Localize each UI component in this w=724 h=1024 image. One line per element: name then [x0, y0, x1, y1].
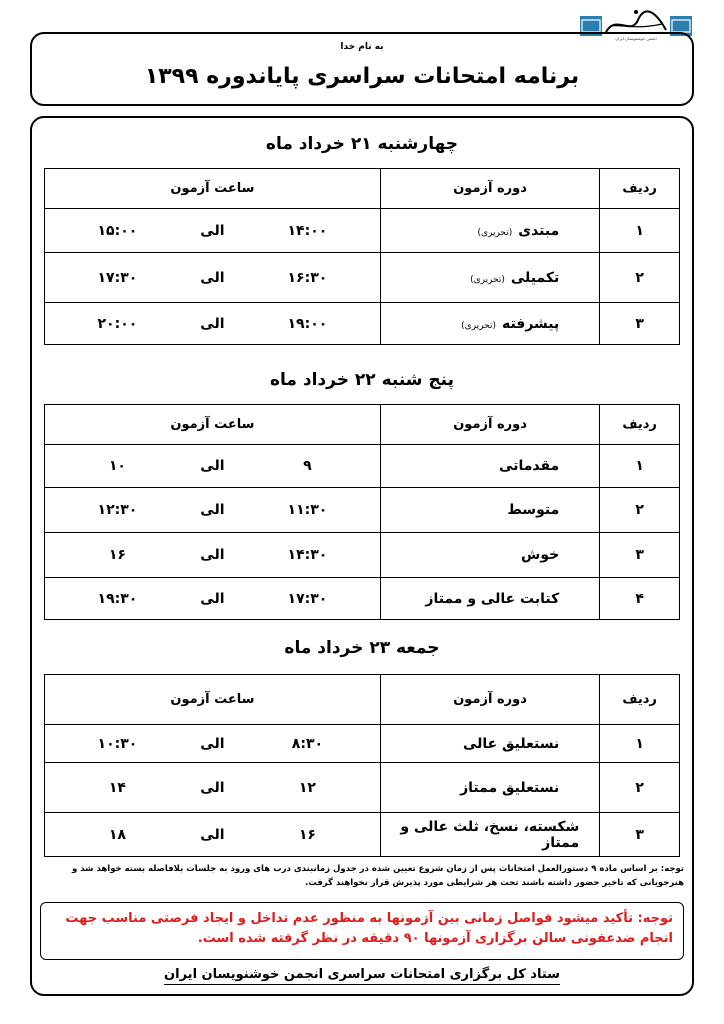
- time-separator: الی: [200, 590, 225, 607]
- time-cell: [45, 533, 381, 578]
- time-cell: [45, 578, 381, 620]
- col-header-course: دوره آزمون: [380, 169, 599, 209]
- time-cell: [45, 725, 381, 763]
- time-from: ۱۶:۳۰: [287, 269, 328, 286]
- course-name: تکمیلی: [510, 269, 560, 286]
- col-header-row: ردیف: [600, 405, 680, 445]
- col-header-course: دوره آزمون: [380, 675, 599, 725]
- time-from: ۱۴:۳۰: [287, 547, 328, 563]
- time-to: ۱۲:۳۰: [97, 502, 138, 518]
- time-separator: الی: [200, 269, 225, 286]
- row-number: ۱: [600, 209, 680, 253]
- time-from: ۱۹:۰۰: [287, 315, 328, 332]
- course-tag: (تحریری): [461, 320, 496, 331]
- table-row: [45, 445, 680, 488]
- time-separator: الی: [200, 458, 225, 474]
- disinfection-notice: توجه: تأکید میشود فواصل زمانی بین آزمونها به منظور عدم تداخل و ایجاد فرصتی مناسب جهت انجام ضدعفونی سالن برگزاری آزمونها ۹۰ دقیقه در نظر گرفته شده است.: [40, 902, 684, 960]
- course-name: شکسته، نسخ، ثلث عالی و ممتاز: [380, 813, 599, 857]
- course-name: متوسط: [380, 488, 599, 533]
- course-name: خوش: [380, 533, 599, 578]
- day-title-2: پنج شنبه ۲۲ خرداد ماه: [270, 370, 454, 390]
- course-name: نستعلیق ممتاز: [380, 763, 599, 813]
- time-to: ۱۰:۳۰: [97, 735, 138, 752]
- col-header-course: دوره آزمون: [380, 405, 599, 445]
- table-row: [45, 253, 680, 303]
- rules-note: توجه: بر اساس ماده ۹ دستورالعمل امتحانات پس از زمان شروع تعیین شده در جدول زمانبندی درب های ورود به جلسات بلافاصله بسته خواهد شد و هنرجویانی که تاخیر حضور داشته باشند تحت هر شرایطی مورد پذیرش قرار نخواهند گرفت.: [72, 864, 684, 888]
- time-cell: [45, 303, 381, 345]
- time-from: ۱۶: [298, 826, 316, 843]
- course-tag: (تحریری): [470, 274, 505, 285]
- header-box: [30, 32, 694, 106]
- day-title-3: جمعه ۲۳ خرداد ماه: [284, 638, 440, 658]
- time-separator: الی: [200, 826, 225, 843]
- course-name: مبتدی: [518, 222, 560, 239]
- time-to: ۱۶: [108, 547, 126, 563]
- col-header-time: ساعت آزمون: [45, 405, 381, 445]
- time-from: ۱۲: [298, 779, 316, 796]
- table-row: [45, 813, 680, 857]
- table-row: [45, 763, 680, 813]
- time-from: ۸:۳۰: [291, 735, 324, 752]
- table-row: [45, 578, 680, 620]
- time-cell: [45, 763, 381, 813]
- course-name: پیشرفته: [501, 315, 560, 332]
- time-to: ۲۰:۰۰: [97, 315, 138, 332]
- time-separator: الی: [200, 735, 225, 752]
- time-cell: [45, 813, 381, 857]
- row-number: ۱: [600, 445, 680, 488]
- time-separator: الی: [200, 502, 225, 518]
- table-row: [45, 209, 680, 253]
- col-header-time: ساعت آزمون: [45, 169, 381, 209]
- schedule-table-1: [44, 168, 680, 345]
- time-to: ۱۸: [108, 826, 126, 843]
- row-number: ۲: [600, 763, 680, 813]
- schedule-table-3: [44, 674, 680, 857]
- schedule-frame: [30, 116, 694, 996]
- row-number: ۳: [600, 533, 680, 578]
- schedule-table-2: [44, 404, 680, 620]
- row-number: ۲: [600, 253, 680, 303]
- course-name: نستعلیق عالی: [380, 725, 599, 763]
- row-number: ۴: [600, 578, 680, 620]
- time-cell: [45, 253, 381, 303]
- course-name: مقدماتی: [380, 445, 599, 488]
- time-from: ۱۴:۰۰: [287, 222, 328, 239]
- course-tag: (تحریری): [477, 227, 513, 238]
- table-row: [45, 488, 680, 533]
- page-title: برنامه امتحانات سراسری پایاندوره ۱۳۹۹: [144, 64, 580, 89]
- course-cell: [380, 253, 599, 303]
- day-title-1: چهارشنبه ۲۱ خرداد ماه: [265, 134, 459, 154]
- time-cell: [45, 209, 381, 253]
- col-header-row: ردیف: [600, 169, 680, 209]
- time-separator: الی: [200, 222, 225, 239]
- col-header-time: ساعت آزمون: [45, 675, 381, 725]
- row-number: ۳: [600, 303, 680, 345]
- col-header-row: ردیف: [600, 675, 680, 725]
- row-number: ۲: [600, 488, 680, 533]
- time-separator: الی: [200, 547, 225, 563]
- time-from: ۱۷:۳۰: [287, 590, 328, 607]
- bename-text: به نام خدا: [340, 42, 384, 52]
- course-name: کتابت عالی و ممتاز: [380, 578, 599, 620]
- time-to: ۱۵:۰۰: [97, 222, 138, 239]
- time-to: ۱۰: [108, 458, 126, 474]
- table-row: [45, 303, 680, 345]
- table-row: [45, 725, 680, 763]
- row-number: ۳: [600, 813, 680, 857]
- time-separator: الی: [200, 315, 225, 332]
- time-separator: الی: [200, 779, 225, 796]
- time-cell: [45, 488, 381, 533]
- time-cell: [45, 445, 381, 488]
- course-cell: [380, 209, 599, 253]
- table-row: [45, 533, 680, 578]
- logo-text: انجمن خوشنویسان ایران: [615, 36, 657, 41]
- time-to: ۱۹:۳۰: [97, 590, 138, 607]
- time-from: ۱۱:۳۰: [287, 502, 328, 518]
- time-to: ۱۴: [108, 779, 126, 796]
- footer-text: ستاد کل برگزاری امتحانات سراسری انجمن خوشنویسان ایران: [164, 967, 560, 985]
- time-from: ۹: [303, 458, 312, 474]
- footer-signature: [32, 967, 692, 982]
- time-to: ۱۷:۳۰: [97, 269, 138, 286]
- course-cell: [380, 303, 599, 345]
- row-number: ۱: [600, 725, 680, 763]
